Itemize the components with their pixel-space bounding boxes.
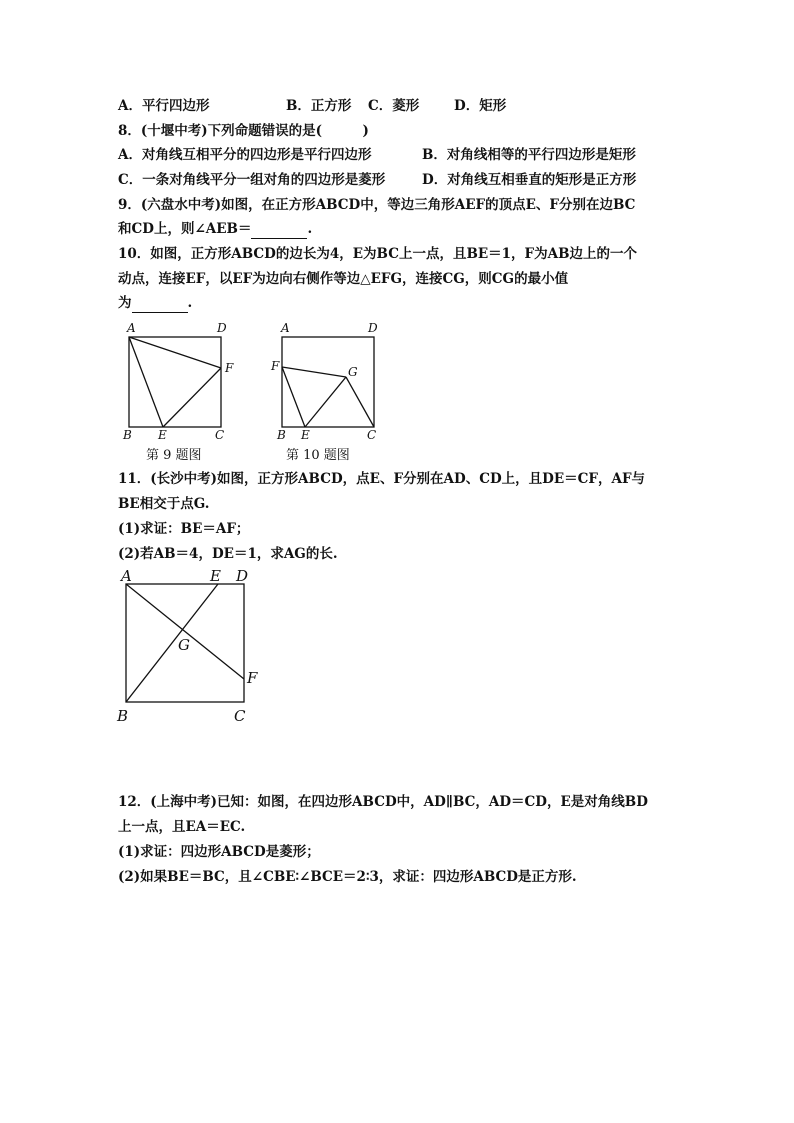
figure-10-diagram <box>270 320 400 460</box>
q9-line2 <box>118 220 312 239</box>
q9-answer-blank[interactable] <box>251 220 307 239</box>
q8-option-a: A．对角线互相平分的四边形是平行四边形 <box>118 147 372 163</box>
fig10-label-f: F <box>271 359 280 373</box>
figure-9-diagram <box>118 320 258 460</box>
fig9-label-a: A <box>127 321 136 335</box>
q11-line1: 11．(长沙中考)如图，正方形ABCD，点E、F分别在AD、CD上，且DE＝CF，AF与 <box>118 471 646 487</box>
fig11-label-e: E <box>210 567 221 585</box>
fig10-label-c: C <box>367 428 377 442</box>
fig11-label-d: D <box>236 567 249 585</box>
fig10-segment-fe <box>282 367 305 427</box>
figure-10 <box>270 320 400 463</box>
q12-part2: (2)如果BE＝BC，且∠CBE∶∠BCE＝2∶3，求证：四边形ABCD是正方形. <box>118 869 577 885</box>
q12-line2: 上一点，且EA＝EC. <box>118 819 246 835</box>
q11-part1: (1)求证：BE＝AF； <box>118 521 250 537</box>
fig9-label-c: C <box>215 428 225 442</box>
q7-option-a: A．平行四边形 <box>118 98 210 114</box>
fig9-segment-af <box>129 337 221 368</box>
fig10-label-a: A <box>281 321 290 335</box>
q7-options <box>118 97 507 115</box>
fig9-label-d: D <box>217 321 227 335</box>
q9-line2-prefix: 和CD上，则∠AEB＝ <box>118 221 252 237</box>
figure-9 <box>118 320 258 463</box>
q11-part2: (2)若AB＝4，DE＝1，求AG的长. <box>118 546 338 562</box>
q10-line3 <box>118 294 192 313</box>
q10-line2: 动点，连接EF，以EF为边向右侧作等边△EFG，连接CG，则CG的最小值 <box>118 271 569 287</box>
figure-11-diagram <box>112 566 272 731</box>
q7-option-b: B．正方形 <box>286 98 352 114</box>
fig10-label-b: B <box>277 428 286 442</box>
fig10-caption: 第 10 题图 <box>286 448 350 463</box>
q10-answer-blank[interactable] <box>132 294 188 313</box>
q8-row1 <box>118 146 636 164</box>
fig11-segment-be <box>126 584 218 702</box>
q8-option-b: B．对角线相等的平行四边形是矩形 <box>422 147 636 163</box>
fig10-label-d: D <box>368 321 378 335</box>
fig11-label-a: A <box>121 567 132 585</box>
q7-option-d: D．矩形 <box>454 98 507 114</box>
fig9-segment-ef <box>163 368 221 427</box>
q8-option-d: D．对角线互相垂直的矩形是正方形 <box>422 172 637 188</box>
figure-11 <box>112 566 272 731</box>
fig10-segment-fg <box>282 367 346 377</box>
fig9-segment-ae <box>129 337 163 427</box>
q12-line1: 12．(上海中考)已知：如图，在四边形ABCD中，AD∥BC，AD＝CD，E是对角线BD <box>118 794 648 810</box>
q8-stem: 8．(十堰中考)下列命题错误的是( ) <box>118 123 369 139</box>
fig10-label-e: E <box>301 428 310 442</box>
fig9-label-e: E <box>158 428 167 442</box>
fig10-segment-gc <box>346 377 374 427</box>
fig11-label-f: F <box>247 669 258 687</box>
fig10-label-g: G <box>348 365 358 379</box>
q10-line3-prefix: 为 <box>118 295 132 311</box>
q8-option-c: C．一条对角线平分一组对角的四边形是菱形 <box>118 172 386 188</box>
fig10-square <box>282 337 374 427</box>
q8-row2 <box>118 171 637 189</box>
fig11-label-g: G <box>178 636 190 654</box>
fig11-label-c: C <box>234 707 246 725</box>
fig9-caption: 第 9 题图 <box>146 448 202 463</box>
q10-line1: 10．如图，正方形ABCD的边长为4，E为BC上一点，且BE＝1，F为AB边上的一个 <box>118 246 638 262</box>
fig10-segment-eg <box>305 377 346 427</box>
fig9-label-b: B <box>123 428 132 442</box>
q7-option-c: C．菱形 <box>368 98 420 114</box>
fig11-segment-af <box>126 584 244 679</box>
q12-part1: (1)求证：四边形ABCD是菱形； <box>118 844 320 860</box>
fig9-label-f: F <box>225 361 234 375</box>
q10-line3-suffix: . <box>187 295 193 311</box>
q9-line1: 9．(六盘水中考)如图，在正方形ABCD中，等边三角形AEF的顶点E、F分别在边BC <box>118 197 636 213</box>
q11-line2: BE相交于点G. <box>118 496 210 512</box>
fig11-label-b: B <box>117 707 129 725</box>
q9-line2-suffix: . <box>307 221 313 237</box>
